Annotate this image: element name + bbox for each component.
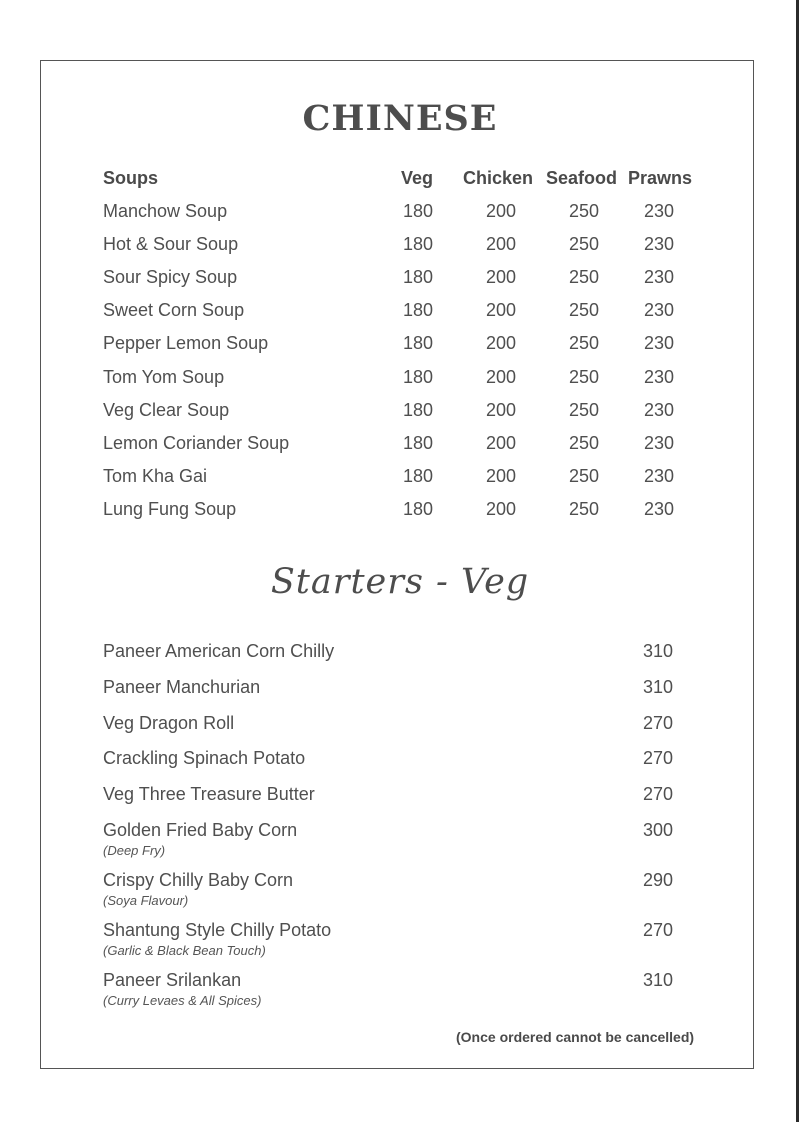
soup-price-veg: 180 bbox=[402, 367, 434, 387]
starter-note: (Deep Fry) bbox=[103, 843, 166, 858]
soups-header-veg: Veg bbox=[401, 168, 434, 188]
starter-price: 270 bbox=[642, 713, 673, 733]
soup-price-seafood: 250 bbox=[568, 267, 600, 287]
section-title: CHINESE bbox=[302, 98, 498, 139]
starter-price: 290 bbox=[642, 870, 673, 890]
starter-name: Veg Dragon Roll bbox=[103, 713, 235, 733]
soup-price-prawns: 230 bbox=[643, 267, 675, 287]
soup-price-veg: 180 bbox=[402, 267, 434, 287]
soup-price-veg: 180 bbox=[402, 333, 434, 353]
starter-price: 300 bbox=[642, 820, 673, 840]
starter-price: 270 bbox=[642, 784, 673, 804]
soup-name: Sour Spicy Soup bbox=[103, 267, 238, 287]
starter-price: 310 bbox=[642, 970, 673, 990]
starter-name: Paneer American Corn Chilly bbox=[103, 641, 335, 661]
soup-price-veg: 180 bbox=[402, 234, 434, 254]
soup-price-chicken: 200 bbox=[485, 201, 517, 221]
footer-note: (Once ordered cannot be cancelled) bbox=[456, 1029, 695, 1045]
starter-price: 310 bbox=[642, 677, 673, 697]
page-edge bbox=[796, 0, 799, 1122]
soup-price-seafood: 250 bbox=[568, 466, 600, 486]
soups-header-prawns: Prawns bbox=[628, 168, 693, 188]
soup-price-veg: 180 bbox=[402, 466, 434, 486]
starter-note: (Soya Flavour) bbox=[103, 893, 189, 908]
starter-name: Golden Fried Baby Corn bbox=[103, 820, 298, 840]
starter-price: 270 bbox=[642, 748, 673, 768]
soup-price-seafood: 250 bbox=[568, 367, 600, 387]
soup-name: Manchow Soup bbox=[103, 201, 228, 221]
starter-price: 310 bbox=[642, 641, 673, 661]
soup-name: Hot & Sour Soup bbox=[103, 234, 239, 254]
soup-price-chicken: 200 bbox=[485, 267, 517, 287]
starter-name: Paneer Srilankan bbox=[103, 970, 242, 990]
soup-price-chicken: 200 bbox=[485, 333, 517, 353]
soup-price-prawns: 230 bbox=[643, 499, 675, 519]
soup-name: Lemon Coriander Soup bbox=[103, 433, 290, 453]
soup-price-veg: 180 bbox=[402, 499, 434, 519]
soup-price-veg: 180 bbox=[402, 300, 434, 320]
soup-price-prawns: 230 bbox=[643, 433, 675, 453]
starter-name: Paneer Manchurian bbox=[103, 677, 261, 697]
starters-title: Starters - Veg bbox=[270, 562, 530, 602]
soup-price-chicken: 200 bbox=[485, 300, 517, 320]
soup-name: Lung Fung Soup bbox=[103, 499, 237, 519]
soup-price-veg: 180 bbox=[402, 201, 434, 221]
soup-name: Tom Kha Gai bbox=[103, 466, 208, 486]
soup-price-seafood: 250 bbox=[568, 300, 600, 320]
soup-price-seafood: 250 bbox=[568, 400, 600, 420]
soup-price-prawns: 230 bbox=[643, 333, 675, 353]
soup-price-prawns: 230 bbox=[643, 466, 675, 486]
soup-price-chicken: 200 bbox=[485, 433, 517, 453]
soup-name: Sweet Corn Soup bbox=[103, 300, 245, 320]
soup-price-chicken: 200 bbox=[485, 234, 517, 254]
soup-price-chicken: 200 bbox=[485, 400, 517, 420]
soup-price-chicken: 200 bbox=[485, 466, 517, 486]
starter-name: Veg Three Treasure Butter bbox=[103, 784, 315, 804]
soup-price-seafood: 250 bbox=[568, 201, 600, 221]
soup-price-chicken: 200 bbox=[485, 499, 517, 519]
starter-note: (Curry Levaes & All Spices) bbox=[103, 993, 262, 1008]
soup-price-prawns: 230 bbox=[643, 234, 675, 254]
soup-name: Pepper Lemon Soup bbox=[103, 333, 269, 353]
soup-price-prawns: 230 bbox=[643, 367, 675, 387]
soup-price-seafood: 250 bbox=[568, 234, 600, 254]
soup-price-prawns: 230 bbox=[643, 400, 675, 420]
soup-price-seafood: 250 bbox=[568, 433, 600, 453]
soup-name: Tom Yom Soup bbox=[103, 367, 225, 387]
soups-header-chicken: Chicken bbox=[463, 168, 534, 188]
starter-note: (Garlic & Black Bean Touch) bbox=[103, 943, 266, 958]
soup-price-veg: 180 bbox=[402, 433, 434, 453]
soup-name: Veg Clear Soup bbox=[103, 400, 230, 420]
soups-header-name: Soups bbox=[103, 168, 159, 188]
soup-price-veg: 180 bbox=[402, 400, 434, 420]
starter-name: Shantung Style Chilly Potato bbox=[103, 920, 332, 940]
starter-name: Crispy Chilly Baby Corn bbox=[103, 870, 294, 890]
starter-price: 270 bbox=[642, 920, 673, 940]
soup-price-chicken: 200 bbox=[485, 367, 517, 387]
soup-price-seafood: 250 bbox=[568, 499, 600, 519]
soup-price-seafood: 250 bbox=[568, 333, 600, 353]
starter-name: Crackling Spinach Potato bbox=[103, 748, 306, 768]
soups-header-seafood: Seafood bbox=[546, 168, 618, 188]
soup-price-prawns: 230 bbox=[643, 300, 675, 320]
soup-price-prawns: 230 bbox=[643, 201, 675, 221]
